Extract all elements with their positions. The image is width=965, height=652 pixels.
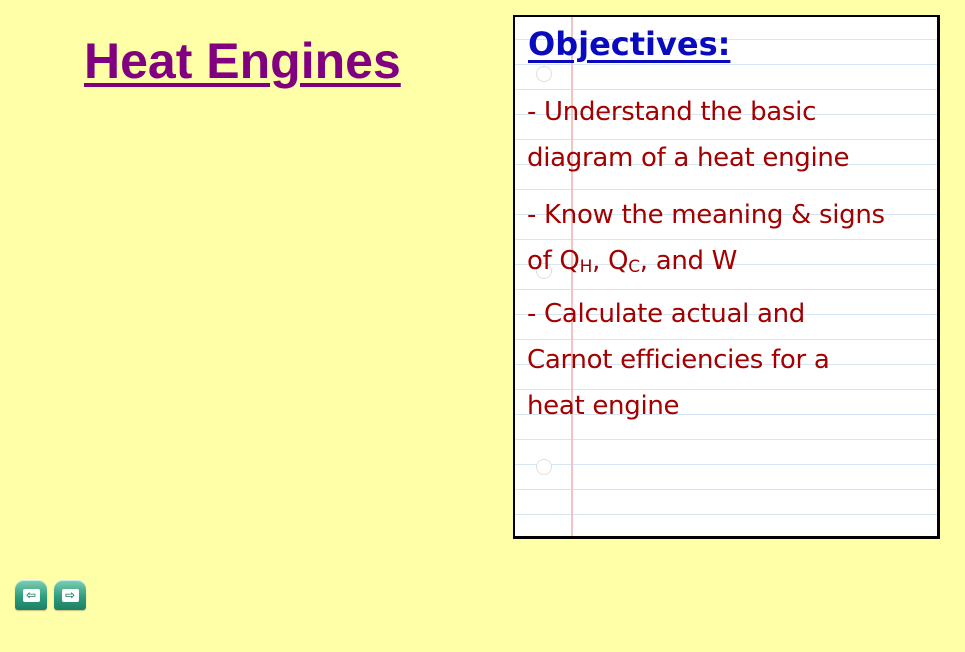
- objective-line: heat engine: [527, 391, 680, 421]
- objective-line-with-subscripts: [527, 238, 927, 284]
- objective-line: Carnot efficiencies for a: [527, 345, 830, 375]
- arrow-left-icon: ⇦: [23, 589, 40, 602]
- objective-line: - Know the meaning & signs: [527, 200, 885, 230]
- objective-line: diagram of a heat engine: [527, 143, 850, 173]
- slide-title: Heat Engines: [84, 33, 401, 89]
- previous-slide-button[interactable]: [15, 580, 47, 610]
- objectives-notebook-panel: [513, 15, 940, 539]
- objective-line: - Calculate actual and: [527, 299, 805, 329]
- subscript-c: C: [628, 257, 640, 277]
- binder-hole-icon: [536, 66, 552, 82]
- objective-line: - Understand the basic: [527, 97, 817, 127]
- objective-text: of Q: [527, 246, 580, 276]
- objective-text: , Q: [592, 246, 629, 276]
- objective-text: , and W: [639, 246, 738, 276]
- next-slide-button[interactable]: [54, 580, 86, 610]
- subscript-h: H: [579, 257, 593, 277]
- objective-item-1: [527, 89, 927, 181]
- objectives-heading: Objectives:: [528, 25, 731, 63]
- objective-item-3: [527, 291, 927, 429]
- objective-item-2: [527, 192, 927, 284]
- arrow-right-icon: ⇨: [62, 589, 79, 602]
- binder-hole-icon: [536, 459, 552, 475]
